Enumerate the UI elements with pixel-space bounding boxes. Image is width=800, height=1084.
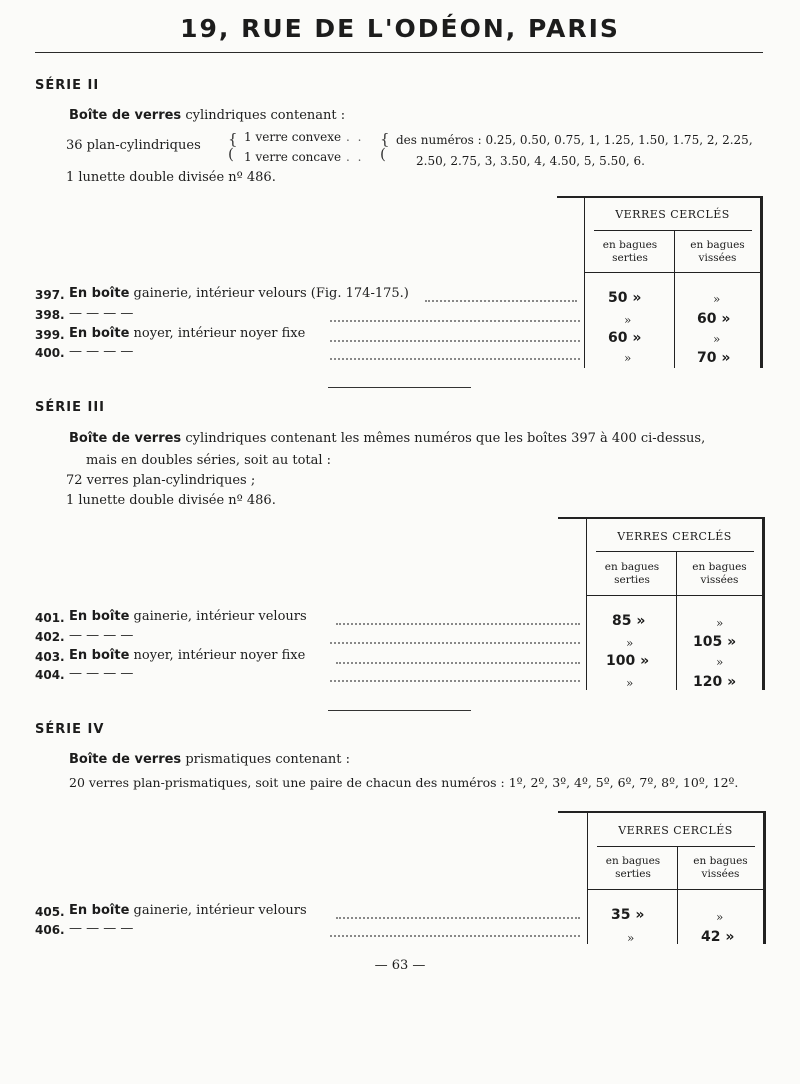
left-brace-icon: { (: [228, 130, 238, 163]
table-top-rule: [558, 517, 764, 519]
row-number: 398.: [35, 308, 65, 322]
serie-3-line3: 72 verres plan-cylindriques ;: [66, 473, 256, 488]
serie-2-intro-rest: cylindriques contenant :: [185, 108, 346, 123]
table-header-col1: en bagues serties: [605, 855, 661, 880]
serie-4-line2: 20 verres plan-prismatiques, soit une paire de chacun des numéros : 1º, 2º, 3º, 4º, 5º, 6º, 7º, 8º, 10º, 12º.: [69, 775, 739, 790]
table-header-bottom: [586, 595, 762, 596]
serie-3-intro-line2: mais en doubles séries, soit au total :: [86, 453, 332, 468]
price-serties: 35 »: [611, 907, 645, 923]
row-description: En boîte gainerie, intérieur velours (Fig. 174-175.): [69, 286, 409, 301]
leader-dots: [425, 300, 577, 302]
row-number: 397.: [35, 288, 65, 302]
price-vissees: 60 »: [697, 311, 731, 327]
serie-2-numeros-line2: 2.50, 2.75, 3, 3.50, 4, 4.50, 5, 5.50, 6.: [416, 154, 645, 168]
leader-dots: [330, 935, 580, 937]
row-description: — — — —: [69, 666, 134, 681]
serie-2-numeros-line1: des numéros : 0.25, 0.50, 0.75, 1, 1.25, 1.50, 1.75, 2, 2.25,: [396, 133, 753, 147]
table-top-rule: [558, 811, 764, 813]
serie-2-lunette: 1 lunette double divisée nº 486.: [66, 170, 276, 185]
table-left-border: [584, 196, 585, 368]
serie-4-intro: Boîte de verres prismatiques contenant :: [69, 752, 350, 767]
price-vissees: 120 »: [693, 674, 737, 690]
row-number: 403.: [35, 650, 65, 664]
table-right-border: [760, 196, 763, 368]
serie-2-convexe: 1 verre convexe: [244, 130, 342, 144]
row-description: En boîte noyer, intérieur noyer fixe: [69, 648, 306, 663]
row-description: En boîte gainerie, intérieur velours: [69, 903, 307, 918]
serie-2-count: 36 plan-cylindriques: [66, 138, 201, 153]
row-number: 405.: [35, 905, 65, 919]
serie-2-title: SÉRIE II: [35, 78, 100, 93]
table-right-border: [763, 811, 766, 944]
header-brace-rule: [597, 846, 755, 847]
row-description: — — — —: [69, 306, 134, 321]
table-header-main: VERRES CERCLÉS: [617, 530, 732, 543]
right-brace-icon: { (: [380, 130, 390, 163]
row-description: En boîte gainerie, intérieur velours: [69, 609, 307, 624]
leader-dots: [336, 623, 580, 625]
table-right-border: [762, 517, 765, 690]
serie-4-title: SÉRIE IV: [35, 722, 105, 737]
serie-3-lunette: 1 lunette double divisée nº 486.: [66, 493, 276, 508]
serie-2-concave: 1 verre concave: [244, 150, 342, 164]
leader-dots: [336, 917, 580, 919]
table-header-col1: en bagues serties: [604, 561, 660, 586]
leader-dots: [330, 642, 580, 644]
row-number: 406.: [35, 923, 65, 937]
table-header-col2: en bagues vissées: [690, 239, 745, 264]
price-serties: 60 »: [608, 330, 642, 346]
row-number: 404.: [35, 668, 65, 682]
price-vissees: 42 »: [701, 929, 735, 945]
table-header-bottom: [587, 889, 763, 890]
price-vissees: »: [716, 910, 724, 924]
header-divider: [35, 52, 763, 53]
price-serties: 85 »: [612, 613, 646, 629]
row-description: — — — —: [69, 344, 134, 359]
table-header-col2: en bagues vissées: [693, 855, 748, 880]
leader-dots: [330, 340, 580, 342]
table-mid-border: [674, 230, 675, 368]
table-mid-border: [677, 846, 678, 944]
serie-2-intro: [69, 108, 345, 123]
table-header-main: VERRES CERCLÉS: [618, 824, 733, 837]
price-vissees: »: [716, 655, 724, 669]
page-number: — 63 —: [374, 958, 426, 973]
leader-dots: . .: [346, 130, 364, 144]
price-serties: 50 »: [608, 290, 642, 306]
table-header-main: VERRES CERCLÉS: [615, 208, 730, 221]
section-divider: [328, 710, 471, 711]
leader-dots: . .: [346, 150, 364, 164]
price-serties: »: [626, 636, 634, 650]
row-description: — — — —: [69, 921, 134, 936]
table-top-rule: [557, 196, 763, 198]
row-number: 402.: [35, 630, 65, 644]
price-serties: »: [624, 351, 632, 365]
leader-dots: [330, 320, 580, 322]
price-vissees: »: [713, 292, 721, 306]
row-number: 400.: [35, 346, 65, 360]
leader-dots: [336, 662, 580, 664]
row-number: 399.: [35, 328, 65, 342]
price-vissees: 105 »: [693, 634, 737, 650]
table-mid-border: [676, 551, 677, 690]
price-serties: »: [626, 676, 634, 690]
price-serties: »: [627, 931, 635, 945]
price-serties: 100 »: [606, 653, 650, 669]
price-vissees: »: [713, 332, 721, 346]
row-description: En boîte noyer, intérieur noyer fixe: [69, 326, 306, 341]
table-header-col2: en bagues vissées: [692, 561, 747, 586]
price-serties: »: [624, 313, 632, 327]
serie-3-intro: Boîte de verres cylindriques contenant les mêmes numéros que les boîtes 397 à 400 ci-dessus,: [69, 431, 706, 446]
row-number: 401.: [35, 611, 65, 625]
row-description: — — — —: [69, 628, 134, 643]
page-header-title: 19, RUE DE L'ODÉON, PARIS: [180, 14, 620, 43]
table-header-bottom: [584, 272, 760, 273]
header-brace-rule: [594, 230, 752, 231]
price-vissees: 70 »: [697, 350, 731, 366]
leader-dots: [330, 358, 580, 360]
header-brace-rule: [596, 551, 754, 552]
section-divider: [328, 387, 471, 388]
serie-2-intro-bold: Boîte de verres: [69, 108, 182, 123]
table-header-col1: en bagues serties: [602, 239, 658, 264]
price-vissees: »: [716, 616, 724, 630]
leader-dots: [330, 680, 580, 682]
serie-3-title: SÉRIE III: [35, 400, 106, 415]
